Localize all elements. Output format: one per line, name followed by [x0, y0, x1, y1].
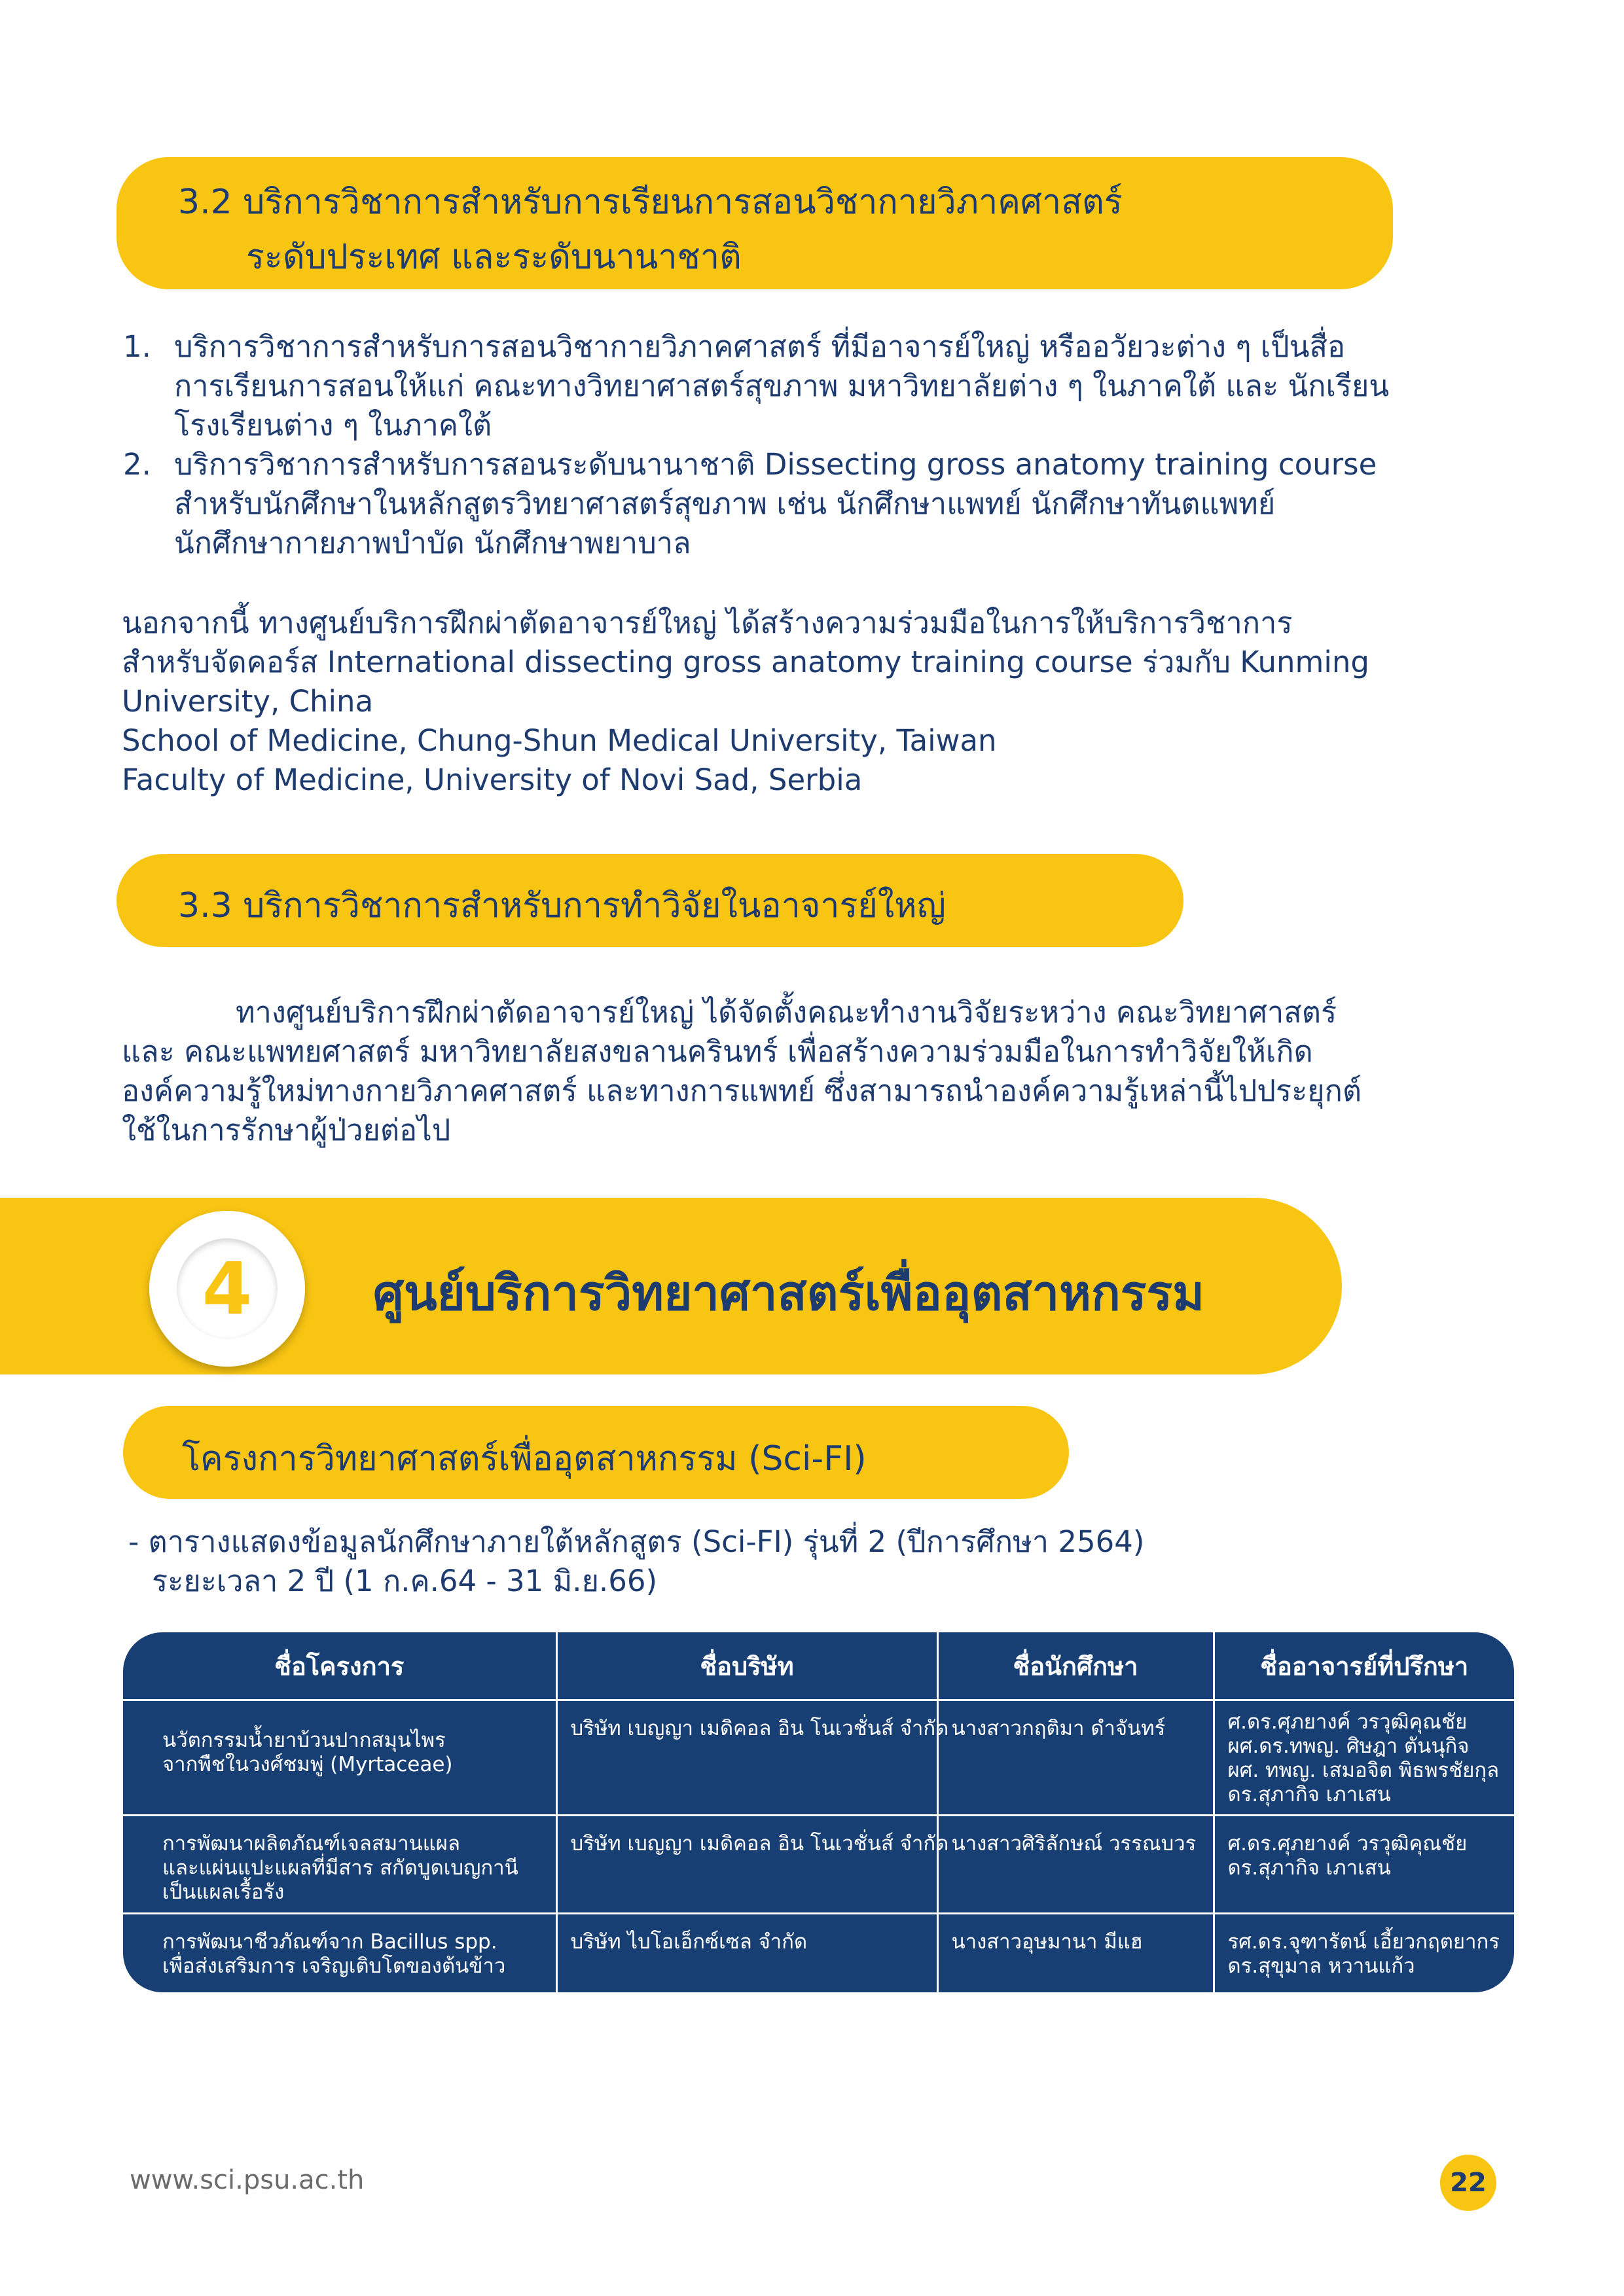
table-caption — [128, 1522, 1144, 1601]
list-item-text: บริการวิชาการสำหรับการสอนวิชากายวิภาคศาสตร์ ที่มีอาจารย์ใหญ่ หรืออวัยวะต่าง ๆ เป็นสื่อ — [174, 329, 1345, 364]
table-row — [123, 1914, 1514, 1993]
project-line: และแผ่นแปะแผลที่มีสาร สกัดบูดเบญกานี — [162, 1856, 518, 1880]
paragraph-line: School of Medicine, Chung-Shun Medical University, Taiwan — [122, 723, 997, 758]
section-3-3-heading — [117, 854, 1183, 947]
advisor-cell — [1214, 1914, 1514, 1993]
project-line: นวัตกรรมน้ำยาบ้วนปากสมุนไพร — [162, 1729, 446, 1752]
column-header-student: ชื่อนักศึกษา — [937, 1632, 1214, 1700]
advisor-name: ศ.ดร.ศุภยางค์ วรวุฒิคุณชัย — [1227, 1710, 1468, 1734]
footer-url: www.sci.psu.ac.th — [130, 2165, 365, 2195]
column-header-company: ชื่อบริษัท — [556, 1632, 937, 1700]
list-item — [123, 327, 1389, 445]
scifi-student-table — [123, 1632, 1514, 1992]
company-name: บริษัท เบญญา เมดิคอล อิน โนเวชั่นส์ จำกัด — [570, 1832, 949, 1856]
project-line: การพัฒนาชีวภัณฑ์จาก Bacillus spp. — [162, 1930, 497, 1954]
list-item-number: 2. — [123, 447, 151, 482]
paragraph-line: สำหรับจัดคอร์ส International dissecting gross anatomy training course ร่วมกับ Kunming — [122, 645, 1369, 679]
project-line: การพัฒนาผลิตภัณฑ์เจลสมานแผล — [162, 1832, 460, 1856]
project-line: จากพืชในวงศ์ชมพู่ (Myrtaceae) — [162, 1753, 453, 1776]
project-line: เป็นแผลเรื้อรัง — [162, 1880, 285, 1904]
advisor-cell — [1214, 1700, 1514, 1816]
section-3-2-paragraph — [122, 603, 1369, 800]
caption-line: ระยะเวลา 2 ปี (1 ก.ค.64 - 31 มิ.ย.66) — [152, 1564, 658, 1598]
student-name: นางสาวศิริลักษณ์ วรรณบวร — [951, 1832, 1197, 1856]
student-name: นางสาวอุษมานา มีแฮ — [951, 1930, 1143, 1954]
section-3-2-heading-line1: 3.2 บริการวิชาการสำหรับการเรียนการสอนวิชากายวิภาคศาสตร์ — [178, 183, 1123, 222]
scifi-heading — [123, 1406, 1069, 1499]
list-item-text: นักศึกษากายภาพบำบัด นักศึกษาพยาบาล — [174, 526, 691, 560]
caption-line: - ตารางแสดงข้อมูลนักศึกษาภายใต้หลักสูตร (Sci-FI) รุ่นที่ 2 (ปีการศึกษา 2564) — [128, 1524, 1145, 1559]
section-3-2-list — [123, 327, 1389, 563]
section-3-3-paragraph — [122, 993, 1362, 1150]
list-item-text: สำหรับนักศึกษาในหลักสูตรวิทยาศาสตร์สุขภาพ เช่น นักศึกษาแพทย์ นักศึกษาทันตแพทย์ — [174, 486, 1276, 521]
page-number: 22 — [1440, 2155, 1496, 2211]
section-number: 4 — [177, 1238, 278, 1339]
paragraph-line: และ คณะแพทยศาสตร์ มหาวิทยาลัยสงขลานครินทร์ เพื่อสร้างความร่วมมือในการทำวิจัยให้เกิด — [122, 1034, 1313, 1069]
paragraph-line: Faculty of Medicine, University of Novi Sad, Serbia — [122, 762, 863, 797]
advisor-name: ดร.สุภากิจ เภาเสน — [1227, 1856, 1391, 1880]
project-line: เพื่อส่งเสริมการ เจริญเติบโตของต้นข้าว — [162, 1954, 506, 1978]
column-header-advisor: ชื่ออาจารย์ที่ปรึกษา — [1214, 1632, 1514, 1700]
list-item — [123, 445, 1389, 563]
company-name: บริษัท เบญญา เมดิคอล อิน โนเวชั่นส์ จำกัด — [570, 1717, 949, 1740]
table-row — [123, 1700, 1514, 1816]
project-cell — [123, 1700, 556, 1816]
student-name: นางสาวกฤติมา ดำจันทร์ — [951, 1717, 1166, 1740]
student-cell — [937, 1914, 1214, 1993]
project-cell — [123, 1914, 556, 1993]
section-3-3-heading-text: 3.3 บริการวิชาการสำหรับการทำวิจัยในอาจารย์ใหญ่ — [178, 886, 946, 925]
company-cell — [556, 1914, 937, 1993]
company-name: บริษัท ไบโอเอ็กซ์เซล จำกัด — [570, 1930, 808, 1954]
paragraph-line: ทางศูนย์บริการฝึกผ่าตัดอาจารย์ใหญ่ ได้จัดตั้งคณะทำงานวิจัยระหว่าง คณะวิทยาศาสตร์ — [236, 995, 1337, 1030]
advisor-name: ดร.สุขุมาล หวานแก้ว — [1227, 1954, 1415, 1978]
advisor-name: ผศ. ทพญ. เสมอจิต พิธพรชัยกุล — [1227, 1759, 1500, 1782]
column-header-project: ชื่อโครงการ — [123, 1632, 556, 1700]
advisor-name: ดร.สุภากิจ เภาเสน — [1227, 1783, 1391, 1806]
company-cell — [556, 1816, 949, 1914]
advisor-name: ศ.ดร.ศุภยางค์ วรวุฒิคุณชัย — [1227, 1832, 1468, 1856]
advisor-name: รศ.ดร.จุฑารัตน์ เอี้ยวกฤตยากร — [1227, 1930, 1500, 1954]
list-item-text: การเรียนการสอนให้แก่ คณะทางวิทยาศาสตร์สุขภาพ มหาวิทยาลัยต่าง ๆ ในภาคใต้ และ นักเรียน — [174, 368, 1390, 403]
advisor-cell — [1214, 1816, 1514, 1914]
table-row — [123, 1816, 1514, 1914]
project-cell — [123, 1816, 556, 1914]
student-cell — [937, 1816, 1214, 1914]
section-3-2-heading-line2: ระดับประเทศ และระดับนานาชาติ — [246, 238, 742, 277]
student-cell — [937, 1700, 1214, 1816]
list-item-number: 1. — [123, 329, 151, 364]
scifi-heading-text: โครงการวิทยาศาสตร์เพื่ออุตสาหกรรม (Sci-FI) — [182, 1439, 867, 1479]
paragraph-line: นอกจากนี้ ทางศูนย์บริการฝึกผ่าตัดอาจารย์ใหญ่ ได้สร้างความร่วมมือในการให้บริการวิชาการ — [122, 605, 1293, 640]
section-4-title: ศูนย์บริการวิทยาศาสตร์เพื่ออุตสาหกรรม — [373, 1265, 1205, 1321]
section-3-2-heading — [117, 157, 1393, 289]
paragraph-line: University, China — [122, 684, 374, 719]
table-header-row — [123, 1632, 1514, 1700]
advisor-name: ผศ.ดร.ทพญ. ศิษฎา ตันนุกิจ — [1227, 1734, 1470, 1758]
paragraph-line: องค์ความรู้ใหม่ทางกายวิภาคศาสตร์ และทางการแพทย์ ซึ่งสามารถนำองค์ความรู้เหล่านี้ไปประยุกต์ — [122, 1073, 1362, 1108]
company-cell — [556, 1700, 949, 1816]
paragraph-line: ใช้ในการรักษาผู้ป่วยต่อไป — [122, 1113, 451, 1147]
list-item-text: บริการวิชาการสำหรับการสอนระดับนานาชาติ Dissecting gross anatomy training course — [174, 447, 1377, 482]
list-item-text: โรงเรียนต่าง ๆ ในภาคใต้ — [174, 408, 492, 442]
